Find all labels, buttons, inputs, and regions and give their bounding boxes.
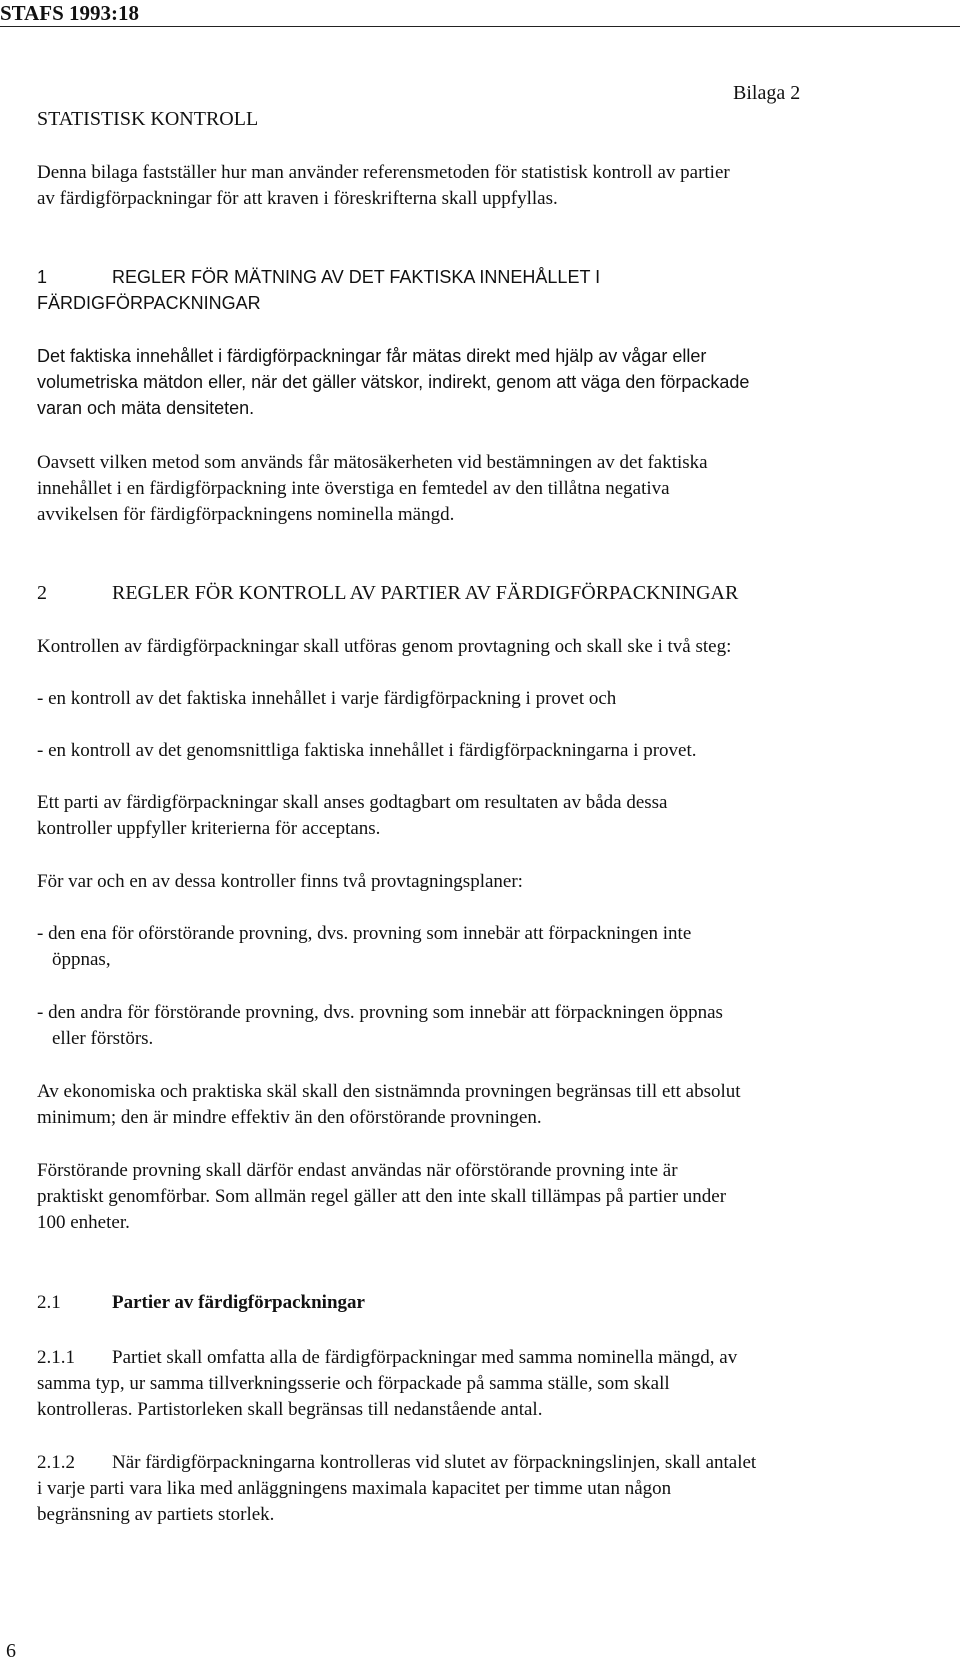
section-2-para-econ-line-2: minimum; den är mindre effektiv än den oförstörande provningen.: [37, 1107, 542, 1128]
section-1-heading-line-2: FÄRDIGFÖRPACKNINGAR: [37, 293, 261, 313]
section-1-para-2-line-1: Oavsett vilken metod som används får mätosäkerheten vid bestämningen av det faktiska: [37, 452, 708, 473]
section-2-1-number: 2.1: [37, 1292, 61, 1313]
page-title: STATISTISK KONTROLL: [37, 108, 259, 130]
section-1-para-1-line-2: volumetriska mätdon eller, när det gäller vätskor, indirekt, genom att väga den förpackade: [37, 372, 750, 392]
intro-line-1: Denna bilaga fastställer hur man använder referensmetoden för statistisk kontroll av partier: [37, 162, 730, 183]
paragraph-2-1-1-line-1: Partiet skall omfatta alla de färdigförpackningar med samma nominella mängd, av: [112, 1347, 738, 1368]
section-2-para-accept-line-2: kontroller uppfyller kriterierna för acceptans.: [37, 818, 381, 839]
section-1-para-2-line-3: avvikelsen för färdigförpackningens nominella mängd.: [37, 504, 455, 525]
paragraph-2-1-1-line-3: kontrolleras. Partistorleken skall begränsas till nedanstående antal.: [37, 1399, 543, 1420]
paragraph-2-1-2-line-1: När färdigförpackningarna kontrolleras vid slutet av förpackningslinjen, skall antalet: [112, 1452, 757, 1473]
section-2-para-plans: För var och en av dessa kontroller finns två provtagningsplaner:: [37, 871, 523, 892]
section-2-plan-2-line-2: eller förstörs.: [52, 1028, 154, 1049]
section-2-1-heading: Partier av färdigförpackningar: [112, 1292, 365, 1313]
section-1-para-2-line-2: innehållet i en färdigförpackning inte överstiga en femtedel av den tillåtna negativa: [37, 478, 670, 499]
section-2-step-2: - en kontroll av det genomsnittliga faktiska innehållet i färdigförpackningarna i provet.: [37, 740, 697, 761]
section-1-para-1-line-1: Det faktiska innehållet i färdigförpackningar får mätas direkt med hjälp av vågar eller: [37, 346, 707, 366]
page-number: 6: [6, 1640, 16, 1662]
paragraph-2-1-1-number: 2.1.1: [37, 1347, 75, 1368]
header-rule: [0, 26, 960, 27]
section-2-para-destr-line-2: praktiskt genomförbar. Som allmän regel gäller att den inte skall tillämpas på partier under: [37, 1186, 727, 1207]
section-2-para-destr-line-3: 100 enheter.: [37, 1212, 130, 1233]
document-code: STAFS 1993:18: [0, 1, 140, 25]
paragraph-2-1-1-line-2: samma typ, ur samma tillverkningsserie och förpackade på samma ställe, som skall: [37, 1373, 670, 1394]
section-2-para-control: Kontrollen av färdigförpackningar skall utföras genom provtagning och skall ske i två steg:: [37, 636, 732, 657]
intro-line-2: av färdigförpackningar för att kraven i föreskrifterna skall uppfyllas.: [37, 188, 558, 209]
section-2-heading: REGLER FÖR KONTROLL AV PARTIER AV FÄRDIGFÖRPACKNINGAR: [112, 582, 739, 604]
section-1-number: 1: [37, 267, 48, 287]
paragraph-2-1-2-line-2: i varje parti vara lika med anläggningens maximala kapacitet per timme utan någon: [37, 1478, 672, 1499]
section-2-step-1: - en kontroll av det faktiska innehållet i varje färdigförpackning i provet och: [37, 688, 617, 709]
section-2-para-econ-line-1: Av ekonomiska och praktiska skäl skall den sistnämnda provningen begränsas till ett absolut: [37, 1081, 741, 1102]
section-2-para-accept-line-1: Ett parti av färdigförpackningar skall anses godtagbart om resultaten av båda dessa: [37, 792, 668, 813]
section-2-plan-1-line-2: öppnas,: [52, 949, 111, 970]
section-1-heading-line-1: REGLER FÖR MÄTNING AV DET FAKTISKA INNEHÅLLET I: [112, 267, 601, 287]
running-header: [0, 0, 960, 34]
paragraph-2-1-2-line-3: begränsning av partiets storlek.: [37, 1504, 275, 1525]
section-2-number: 2: [37, 582, 47, 604]
section-2-plan-1-line-1: - den ena för oförstörande provning, dvs. provning som innebär att förpackningen inte: [37, 923, 692, 944]
paragraph-2-1-2-number: 2.1.2: [37, 1452, 75, 1473]
section-1-para-1-line-3: varan och mäta densiteten.: [37, 398, 255, 418]
appendix-label: Bilaga 2: [733, 82, 801, 104]
section-2-plan-2-line-1: - den andra för förstörande provning, dvs. provning som innebär att förpackningen öppnas: [37, 1002, 723, 1023]
section-2-para-destr-line-1: Förstörande provning skall därför endast användas när oförstörande provning inte är: [37, 1160, 678, 1181]
